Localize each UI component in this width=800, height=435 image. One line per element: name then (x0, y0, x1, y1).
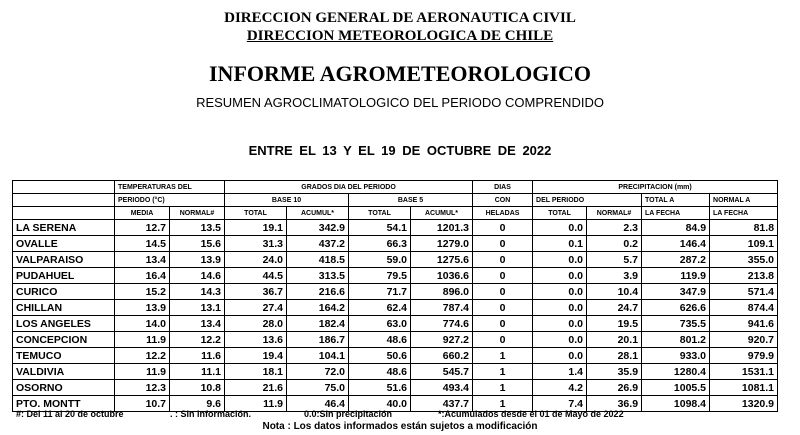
dias-header-1: DIAS (473, 181, 533, 194)
cell-normal-fecha: 1320.9 (710, 396, 778, 412)
report-period: ENTRE EL 13 Y EL 19 DE OCTUBRE DE 2022 (248, 143, 552, 158)
cell-b10-acum: 104.1 (287, 348, 349, 364)
cell-b5-acum: 545.7 (411, 364, 473, 380)
cell-b10-total: 31.3 (225, 236, 287, 252)
cell-normal: 11.1 (170, 364, 225, 380)
col-b10-acum: ACUMUL* (287, 207, 349, 220)
del-periodo-header: DEL PERIODO (533, 194, 642, 207)
cell-total-fecha: 801.2 (642, 332, 710, 348)
cell-normal: 15.6 (170, 236, 225, 252)
cell-b10-acum: 186.7 (287, 332, 349, 348)
cell-normal-fecha: 941.6 (710, 316, 778, 332)
cell-b10-total: 44.5 (225, 268, 287, 284)
disclaimer-note: Nota : Los datos informados están sujetos a modificación (262, 421, 538, 432)
cell-media: 14.5 (115, 236, 170, 252)
cell-normal: 11.6 (170, 348, 225, 364)
cell-b5-acum: 1036.6 (411, 268, 473, 284)
col-b10-total: TOTAL (225, 207, 287, 220)
cell-total-fecha: 735.5 (642, 316, 710, 332)
col-p-normal: NORMAL# (587, 207, 642, 220)
cell-total-fecha: 146.4 (642, 236, 710, 252)
cell-b10-acum: 182.4 (287, 316, 349, 332)
cell-b10-acum: 164.2 (287, 300, 349, 316)
cell-b5-total: 40.0 (349, 396, 411, 412)
cell-heladas: 0 (473, 300, 533, 316)
header-row-1 (13, 181, 778, 194)
total-a-header-1: TOTAL A (642, 194, 710, 207)
footnote-sin-precip: 0.0:Sin precipitación (304, 409, 393, 419)
cell-normal: 13.1 (170, 300, 225, 316)
table-row (13, 364, 778, 380)
temp-header-2: PERIODO (°C) (115, 194, 225, 207)
cell-b5-total: 79.5 (349, 268, 411, 284)
cell-b10-total: 21.6 (225, 380, 287, 396)
cell-b5-acum: 660.2 (411, 348, 473, 364)
cell-p-total: 0.0 (533, 220, 587, 236)
footnote-sin-info: . : Sin información. (170, 409, 252, 419)
table-row (13, 252, 778, 268)
table-row (13, 348, 778, 364)
station-name: CONCEPCION (13, 332, 115, 348)
cell-normal-fecha: 571.4 (710, 284, 778, 300)
cell-media: 16.4 (115, 268, 170, 284)
cell-total-fecha: 119.9 (642, 268, 710, 284)
cell-b5-acum: 1201.3 (411, 220, 473, 236)
grados-header: GRADOS DIA DEL PERIODO (225, 181, 473, 194)
cell-normal-fecha: 1531.1 (710, 364, 778, 380)
cell-total-fecha: 1005.5 (642, 380, 710, 396)
station-name: OSORNO (13, 380, 115, 396)
station-name: OVALLE (13, 236, 115, 252)
cell-b10-total: 28.0 (225, 316, 287, 332)
cell-b5-total: 51.6 (349, 380, 411, 396)
cell-total-fecha: 1280.4 (642, 364, 710, 380)
table-row (13, 236, 778, 252)
cell-b5-acum: 493.4 (411, 380, 473, 396)
cell-p-normal: 5.7 (587, 252, 642, 268)
cell-p-total: 0.0 (533, 284, 587, 300)
cell-b10-acum: 313.5 (287, 268, 349, 284)
org-subname (0, 28, 800, 45)
cell-normal-fecha: 1081.1 (710, 380, 778, 396)
table-row (13, 220, 778, 236)
normal-a-header-2: LA FECHA (710, 207, 778, 220)
cell-b10-acum: 418.5 (287, 252, 349, 268)
cell-normal-fecha: 213.8 (710, 268, 778, 284)
table-body (13, 220, 778, 412)
cell-media: 15.2 (115, 284, 170, 300)
cell-b10-total: 19.1 (225, 220, 287, 236)
cell-p-normal: 36.9 (587, 396, 642, 412)
col-b5-acum: ACUMUL* (411, 207, 473, 220)
cell-heladas: 0 (473, 236, 533, 252)
cell-p-total: 0.1 (533, 236, 587, 252)
precip-header: PRECIPITACION (mm) (533, 181, 778, 194)
cell-b5-acum: 1275.6 (411, 252, 473, 268)
cell-p-total: 4.2 (533, 380, 587, 396)
station-name: VALDIVIA (13, 364, 115, 380)
cell-total-fecha: 1098.4 (642, 396, 710, 412)
cell-p-normal: 10.4 (587, 284, 642, 300)
cell-b10-total: 13.6 (225, 332, 287, 348)
cell-normal-fecha: 920.7 (710, 332, 778, 348)
cell-media: 12.3 (115, 380, 170, 396)
cell-heladas: 0 (473, 284, 533, 300)
cell-b5-total: 50.6 (349, 348, 411, 364)
station-name: LOS ANGELES (13, 316, 115, 332)
header-row-2 (13, 194, 778, 207)
cell-media: 14.0 (115, 316, 170, 332)
cell-b5-acum: 896.0 (411, 284, 473, 300)
col-media: MEDIA (115, 207, 170, 220)
cell-normal: 13.4 (170, 316, 225, 332)
cell-normal: 13.5 (170, 220, 225, 236)
table-row (13, 316, 778, 332)
cell-b5-total: 62.4 (349, 300, 411, 316)
base10-header: BASE 10 (225, 194, 349, 207)
cell-p-normal: 28.1 (587, 348, 642, 364)
table-row (13, 268, 778, 284)
cell-p-normal: 26.9 (587, 380, 642, 396)
org-name: DIRECCION GENERAL DE AERONAUTICA CIVIL (224, 10, 576, 26)
cell-p-normal: 0.2 (587, 236, 642, 252)
cell-p-total: 0.0 (533, 252, 587, 268)
cell-p-total: 0.0 (533, 348, 587, 364)
col-b5-total: TOTAL (349, 207, 411, 220)
table-row (13, 332, 778, 348)
cell-b10-acum: 437.2 (287, 236, 349, 252)
table-row (13, 396, 778, 412)
base5-header: BASE 5 (349, 194, 473, 207)
org-subname-text: DIRECCION METEOROLOGICA DE CHILE (246, 28, 554, 44)
cell-normal: 14.6 (170, 268, 225, 284)
cell-normal: 13.9 (170, 252, 225, 268)
station-name: TEMUCO (13, 348, 115, 364)
cell-b5-total: 66.3 (349, 236, 411, 252)
report-title: INFORME AGROMETEOROLOGICO (209, 61, 591, 86)
cell-b10-acum: 75.0 (287, 380, 349, 396)
dias-header-2: CON (473, 194, 533, 207)
cell-normal-fecha: 81.8 (710, 220, 778, 236)
cell-media: 12.2 (115, 348, 170, 364)
cell-p-total: 0.0 (533, 332, 587, 348)
table-row (13, 380, 778, 396)
header-empty (13, 194, 115, 207)
cell-p-normal: 2.3 (587, 220, 642, 236)
cell-heladas: 0 (473, 332, 533, 348)
table-row (13, 300, 778, 316)
cell-heladas: 1 (473, 364, 533, 380)
cell-heladas: 0 (473, 220, 533, 236)
cell-heladas: 0 (473, 252, 533, 268)
col-normal: NORMAL# (170, 207, 225, 220)
cell-media: 11.9 (115, 364, 170, 380)
station-name: PTO. MONTT (13, 396, 115, 412)
cell-b10-acum: 342.9 (287, 220, 349, 236)
cell-b5-total: 59.0 (349, 252, 411, 268)
cell-b5-total: 48.6 (349, 332, 411, 348)
cell-b5-acum: 787.4 (411, 300, 473, 316)
cell-b5-acum: 1279.0 (411, 236, 473, 252)
cell-p-total: 0.0 (533, 316, 587, 332)
cell-b5-total: 63.0 (349, 316, 411, 332)
header-row-3 (13, 207, 778, 220)
cell-normal-fecha: 355.0 (710, 252, 778, 268)
cell-normal: 9.6 (170, 396, 225, 412)
cell-b10-acum: 72.0 (287, 364, 349, 380)
cell-normal: 14.3 (170, 284, 225, 300)
cell-b5-total: 71.7 (349, 284, 411, 300)
cell-b10-acum: 46.4 (287, 396, 349, 412)
cell-b10-total: 11.9 (225, 396, 287, 412)
cell-total-fecha: 287.2 (642, 252, 710, 268)
total-a-header-2: LA FECHA (642, 207, 710, 220)
cell-heladas: 0 (473, 316, 533, 332)
cell-p-total: 0.0 (533, 268, 587, 284)
cell-normal-fecha: 874.4 (710, 300, 778, 316)
cell-normal: 12.2 (170, 332, 225, 348)
cell-p-normal: 20.1 (587, 332, 642, 348)
normal-a-header-1: NORMAL A (710, 194, 778, 207)
table-row (13, 284, 778, 300)
col-p-total: TOTAL (533, 207, 587, 220)
agro-table (12, 180, 778, 412)
cell-heladas: 1 (473, 396, 533, 412)
cell-b5-total: 54.1 (349, 220, 411, 236)
cell-b10-total: 19.4 (225, 348, 287, 364)
station-name: CURICO (13, 284, 115, 300)
cell-total-fecha: 347.9 (642, 284, 710, 300)
cell-p-total: 1.4 (533, 364, 587, 380)
cell-b10-total: 18.1 (225, 364, 287, 380)
cell-normal-fecha: 109.1 (710, 236, 778, 252)
cell-media: 11.9 (115, 332, 170, 348)
dias-header-3: HELADAS (473, 207, 533, 220)
header-empty (13, 207, 115, 220)
station-name: PUDAHUEL (13, 268, 115, 284)
footnote-normal: #: Del 11 al 20 de octubre (16, 409, 124, 419)
cell-heladas: 0 (473, 268, 533, 284)
cell-b10-total: 36.7 (225, 284, 287, 300)
cell-heladas: 1 (473, 348, 533, 364)
cell-b10-acum: 216.6 (287, 284, 349, 300)
station-name: CHILLAN (13, 300, 115, 316)
station-name: VALPARAISO (13, 252, 115, 268)
cell-media: 12.7 (115, 220, 170, 236)
cell-b10-total: 27.4 (225, 300, 287, 316)
cell-heladas: 1 (473, 380, 533, 396)
cell-total-fecha: 626.6 (642, 300, 710, 316)
cell-total-fecha: 933.0 (642, 348, 710, 364)
cell-media: 13.9 (115, 300, 170, 316)
cell-normal-fecha: 979.9 (710, 348, 778, 364)
cell-p-normal: 24.7 (587, 300, 642, 316)
cell-p-total: 0.0 (533, 300, 587, 316)
cell-p-normal: 35.9 (587, 364, 642, 380)
cell-p-total: 7.4 (533, 396, 587, 412)
temp-header-1: TEMPERATURAS DEL (115, 181, 225, 194)
footnote-acumulados: *:Acumulados desde el 01 de Mayo de 2022 (438, 409, 624, 419)
cell-media: 10.7 (115, 396, 170, 412)
cell-b10-total: 24.0 (225, 252, 287, 268)
cell-b5-acum: 927.2 (411, 332, 473, 348)
cell-p-normal: 19.5 (587, 316, 642, 332)
cell-b5-acum: 774.6 (411, 316, 473, 332)
header-empty (13, 181, 115, 194)
cell-b5-acum: 437.7 (411, 396, 473, 412)
cell-p-normal: 3.9 (587, 268, 642, 284)
cell-normal: 10.8 (170, 380, 225, 396)
station-name: LA SERENA (13, 220, 115, 236)
cell-b5-total: 48.6 (349, 364, 411, 380)
report-subtitle: RESUMEN AGROCLIMATOLOGICO DEL PERIODO COMPRENDIDO (196, 95, 604, 110)
cell-total-fecha: 84.9 (642, 220, 710, 236)
cell-media: 13.4 (115, 252, 170, 268)
